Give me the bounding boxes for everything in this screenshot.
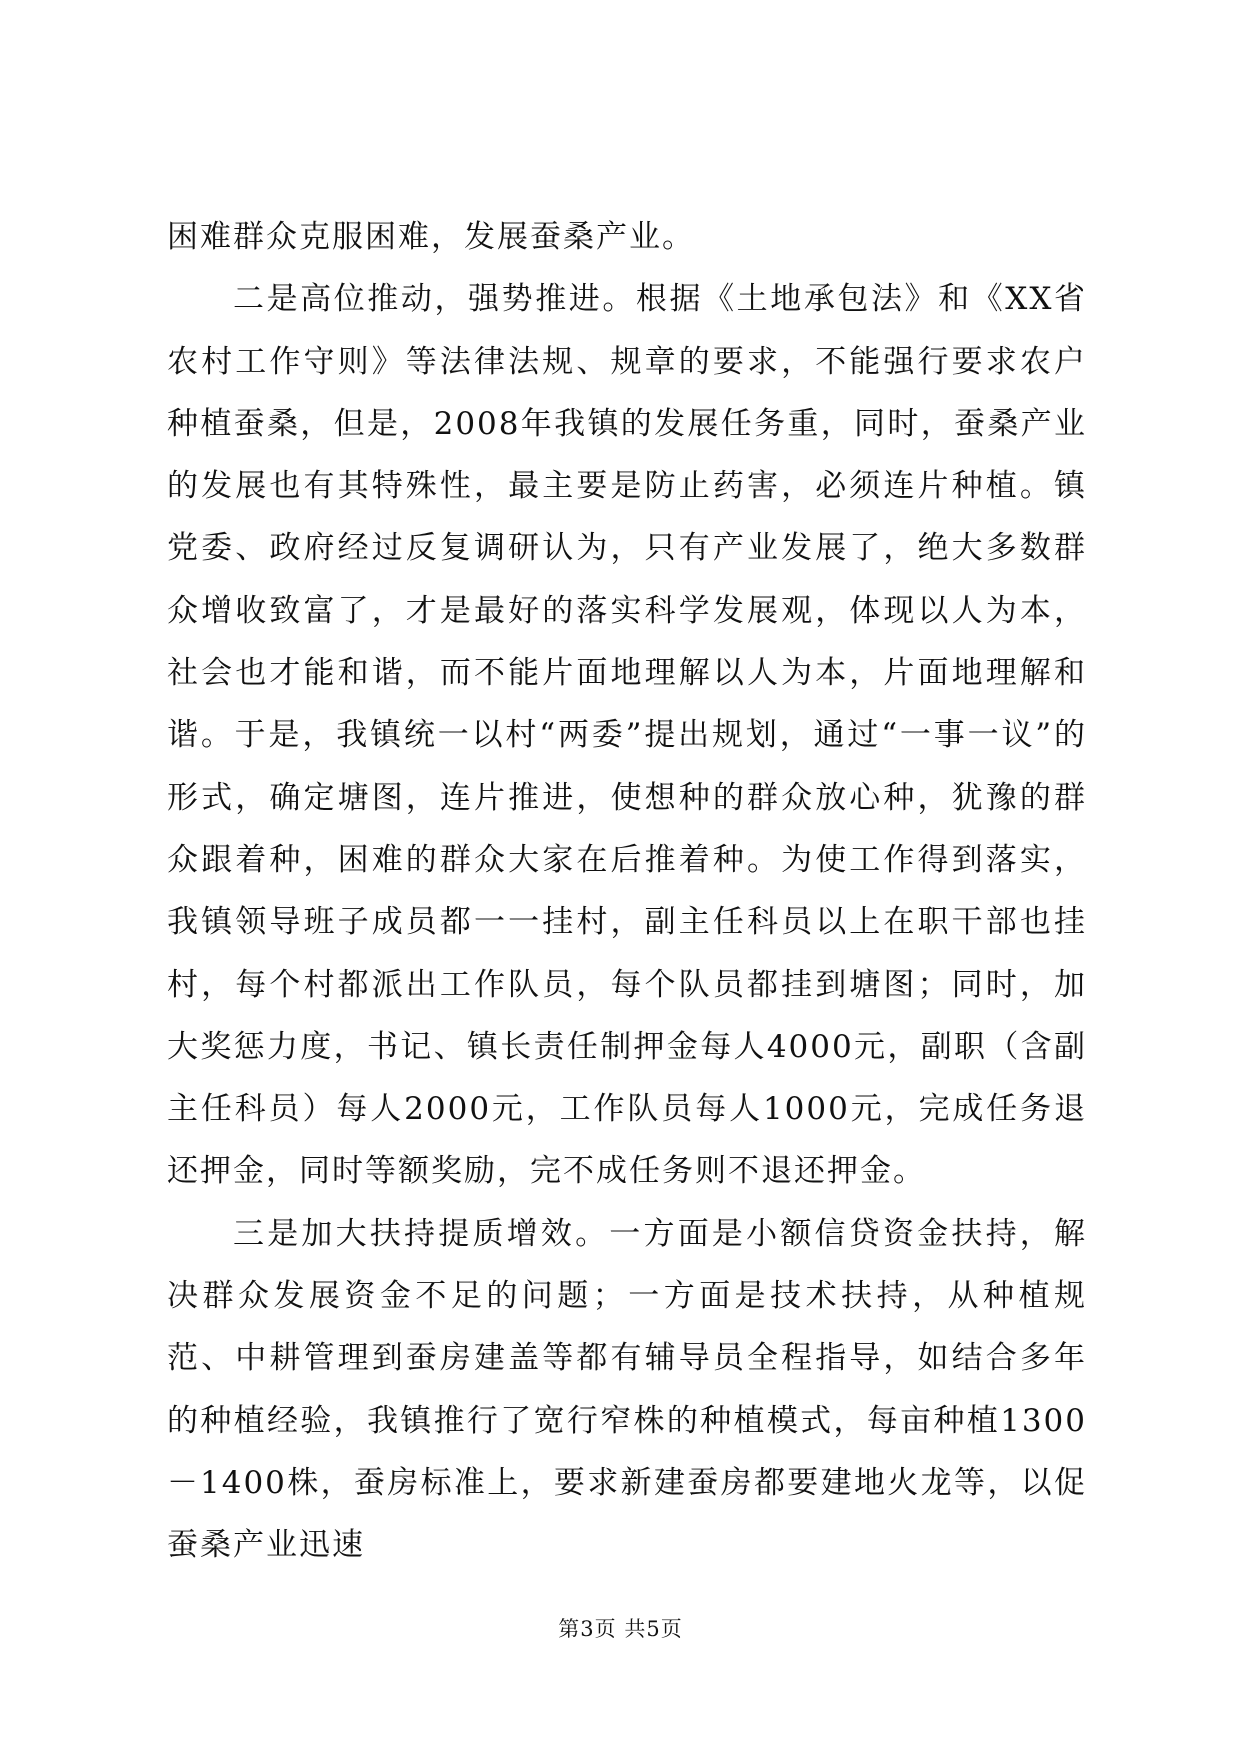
page-indicator: 第3页 共5页 (558, 1617, 683, 1641)
paragraph-3: 三是加大扶持提质增效。一方面是小额信贷资金扶持，解决群众发展资金不足的问题；一方面是技术扶持，从种植规范、中耕管理到蚕房建盖等都有辅导员全程指导，如结合多年的种植经验，我镇推行了宽行窄株的种植模式，每亩种植1300－1400株，蚕房标准上，要求新建蚕房都要建地火龙等，以促蚕桑产业迅速 (167, 1215, 1087, 1564)
paragraph-1: 困难群众克服困难，发展蚕桑产业。 (167, 219, 695, 255)
paragraph-2: 二是高位推动，强势推进。根据《土地承包法》和《XX省农村工作守则》等法律法规、规章的要求，不能强行要求农户种植蚕桑，但是，2008年我镇的发展任务重，同时，蚕桑产业的发展也有其特殊性，最主要是防止药害，必须连片种植。镇党委、政府经过反复调研认为，只有产业发展了，绝大多数群众增收致富了，才是最好的落实科学发展观，体现以人为本，社会也才能和谐，而不能片面地理解以人为本，片面地理解和谐。于是，我镇统一以村“两委”提出规划，通过“一事一议”的形式，确定塘图，连片推进，使想种的群众放心种，犹豫的群众跟着种，困难的群众大家在后推着种。为使工作得到落实，我镇领导班子成员都一一挂村，副主任科员以上在职干部也挂村，每个村都派出工作队员，每个队员都挂到塘图；同时，加大奖惩力度，书记、镇长责任制押金每人4000元，副职（含副主任科员）每人2000元，工作队员每人1000元，完成任务退还押金，同时等额奖励，完不成任务则不退还押金。 (167, 281, 1087, 1190)
page-footer (0, 1613, 1241, 1643)
document-body (167, 206, 1087, 1577)
